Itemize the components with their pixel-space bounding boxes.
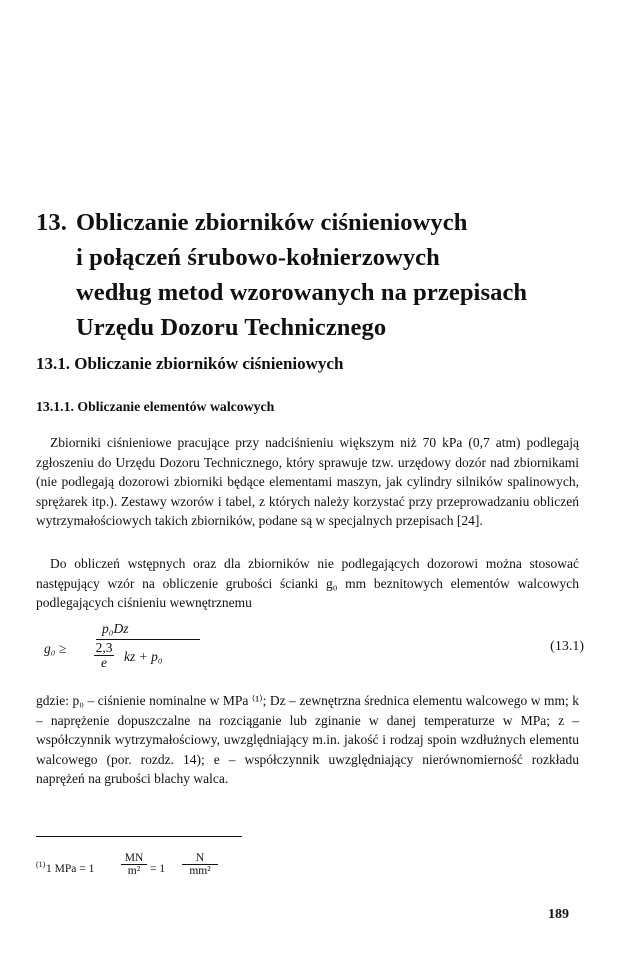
formula-numerator: p₀Dz <box>102 621 129 636</box>
chapter-title-line-3: według metod wzorowanych na przepisach <box>76 279 528 306</box>
chapter-title <box>36 205 606 345</box>
chapter-title-line-2: i połączeń śrubowo-kołnierzowych <box>76 244 440 271</box>
equation-number: (13.1) <box>550 639 584 654</box>
formula-inner-numerator: 2,3 <box>95 640 113 655</box>
paragraph-definitions: gdzie: p₀ – ciśnienie nominalne w MPa ⁽¹⁾; Dz – zewnętrzna średnica elementu walcowego w mm; k – naprężenie dopuszczalne na rozciąganie lub zginanie w danej temperaturze w MPa; z – współczynnik wytrzymałościowy, uwzględniający m.in. jakość i rodzaj spoin wzdłużnych elementu walcowego (por. rozdz. 14); e – współczynnik uwzględniający nierównomierność rozkładu naprężeń na grubości blachy walca. <box>36 693 579 786</box>
formula-13-1 <box>44 621 584 683</box>
footnote-lead: 1 MPa = 1 <box>46 863 95 875</box>
chapter-title-line-1: 13. Obliczanie zbiorników ciśnieniowych <box>36 205 606 240</box>
page-number: 189 <box>548 907 569 922</box>
subsection-heading: 13.1.1. Obliczanie elementów walcowych <box>36 399 275 414</box>
section-heading: 13.1. Obliczanie zbiorników ciśnieniowych <box>36 354 344 373</box>
formula-denominator <box>94 640 163 671</box>
footnote-frac1-top: MN <box>124 852 144 864</box>
footnote-mark: (1) <box>36 860 46 869</box>
footnote-frac2-top: N <box>195 852 205 864</box>
footnote-fraction-1 <box>121 852 147 878</box>
footnote-frac2-bottom: mm² <box>182 864 218 878</box>
footnote-fraction-2 <box>182 852 218 878</box>
chapter-number: 13. <box>36 209 67 236</box>
footnote-divider <box>36 836 242 837</box>
chapter-title-line-4: Urzędu Dozoru Technicznego <box>76 314 387 341</box>
footnote-frac1-bottom: m² <box>121 864 147 878</box>
footnote <box>36 852 236 886</box>
formula-denominator-rest: kz + p₀ <box>124 649 163 664</box>
formula-inner-denominator: e <box>101 655 107 670</box>
paragraph-intro: Zbiorniki ciśnieniowe pracujące przy nadciśnieniu większym niż 70 kPa (0,7 atm) podlegają zgłoszeniu do Urzędu Dozoru Technicznego, który sprawuje tzw. urzędowy dozór nad zbiornikami (nie podlegają dozorowi zbiorniki będące elementami maszyn, jak cylindry silników spalinowych, sprężarek itp.). Zestawy wzorów i tabel, z których należy korzystać przy przeprowadzaniu obliczeń wytrzymałościowych takich zbiorników, podane są w specjalnych przepisach [24]. <box>36 435 579 528</box>
footnote-middle: = 1 <box>150 863 166 875</box>
formula-inner-fraction <box>94 641 114 670</box>
paragraph-formula-intro: Do obliczeń wstępnych oraz dla zbiorników nie podlegających dozorowi można stosować następujący wzór na obliczenie grubości ścianki g₀ mm beznitowych elementów walcowych podlegających ciśnieniu wewnętrznemu <box>36 556 579 610</box>
formula-lhs: g₀ ≥ <box>44 641 67 656</box>
